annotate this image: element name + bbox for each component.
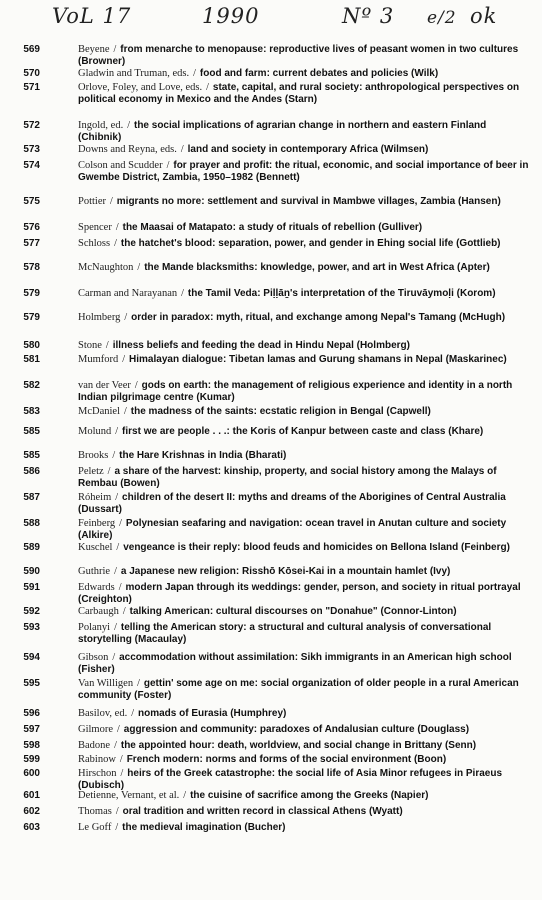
entry-text (0, 144, 542, 156)
entry-text (0, 806, 542, 818)
entry-number: 602 (23, 806, 40, 817)
entry-author: Le Goff (78, 822, 112, 833)
entry-separator: / (119, 518, 122, 529)
entry-author: Rabinow (78, 754, 116, 765)
entry-author: Hirschon (78, 768, 117, 779)
entry-text (0, 288, 542, 300)
entry-separator: / (193, 68, 196, 79)
list-item (0, 678, 542, 702)
list-item (0, 708, 542, 720)
entry-title: for prayer and profit: the ritual, economic, and social importance of beer in Gwembe District, Zambia, 1950–1982 (Bennett) (78, 160, 529, 183)
entry-author: Carbaugh (78, 606, 119, 617)
entry-separator: / (112, 652, 116, 663)
list-item (0, 312, 542, 324)
entry-text (0, 222, 542, 234)
entry-text (0, 754, 542, 766)
entry-number: 585 (23, 450, 40, 461)
entry-author: Edwards (78, 582, 115, 593)
entry-title: the madness of the saints: ecstatic religion in Bengal (Capwell) (130, 406, 431, 417)
list-item (0, 340, 542, 352)
list-item (0, 238, 542, 250)
entry-title: order in paradox: myth, ritual, and exchange among Nepal's Tamang (McHugh) (131, 312, 506, 323)
entry-text (0, 492, 542, 516)
list-item (0, 622, 542, 646)
entry-number: 581 (23, 354, 40, 365)
entry-number: 576 (23, 222, 40, 233)
entry-author: Kuschel (78, 542, 113, 553)
list-item (0, 426, 542, 438)
entry-separator: / (115, 806, 119, 817)
list-item (0, 354, 542, 366)
entry-text (0, 566, 542, 578)
entry-number: 579 (23, 312, 40, 323)
list-item (0, 754, 542, 766)
list-item (0, 542, 542, 554)
entry-author: Thomas (78, 806, 112, 817)
entry-title: the hatchet's blood: separation, power, and gender in Ehing social life (Gottlieb) (120, 238, 501, 249)
entry-title: telling the American story: a structural and cultural analysis of conversational storytelling (Macaulay) (78, 622, 492, 645)
entry-text (0, 790, 542, 802)
entry-title: heirs of the Greek catastrophe: the social life of Asia Minor refugees in Piraeus (Dubisch) (78, 768, 503, 791)
entry-separator: / (117, 724, 120, 735)
entry-separator: / (181, 288, 184, 299)
entry-number: 594 (23, 652, 40, 663)
entry-number: 603 (23, 822, 40, 833)
list-item (0, 582, 542, 606)
list-item (0, 466, 542, 490)
entry-number: 569 (23, 44, 40, 55)
entry-author: Orlove, Foley, and Love, eds. (78, 82, 203, 93)
entry-author: Holmberg (78, 312, 121, 323)
entry-title: Himalayan dialogue: Tibetan lamas and Gurung shamans in Nepal (Maskarinec) (129, 354, 507, 365)
entry-title: from menarche to menopause: reproductive lives of peasant women in two cultures (Browner) (78, 44, 519, 67)
list-item (0, 492, 542, 516)
list-item (0, 518, 542, 542)
entry-author: Stone (78, 340, 102, 351)
entry-text (0, 82, 542, 106)
entry-number: 598 (23, 740, 40, 751)
list-item (0, 790, 542, 802)
entry-number: 572 (23, 120, 40, 131)
entry-author: Carman and Narayanan (78, 288, 178, 299)
entry-author: Molund (78, 426, 112, 437)
entry-separator: / (115, 822, 119, 833)
list-item (0, 144, 542, 156)
entry-separator: / (118, 582, 122, 593)
entry-text (0, 606, 542, 618)
entry-text (0, 406, 542, 418)
entry-author: Gladwin and Truman, eds. (78, 68, 190, 79)
entry-author: Peletz (78, 466, 104, 477)
entry-text (0, 380, 542, 404)
entry-number: 570 (23, 68, 40, 79)
entry-text (0, 312, 542, 324)
entry-separator: / (206, 82, 209, 93)
entry-separator: / (110, 196, 113, 207)
entry-separator: / (137, 262, 141, 273)
entry-title: a share of the harvest: kinship, property, and social history among the Malays of Rembau (Bowen) (78, 466, 497, 489)
entry-title: the Hare Krishnas in India (Bharati) (119, 450, 287, 461)
entry-text (0, 708, 542, 720)
list-item (0, 606, 542, 618)
entry-number: 593 (23, 622, 40, 633)
entry-text (0, 582, 542, 606)
entry-number: 582 (23, 380, 40, 391)
entry-text (0, 466, 542, 490)
entry-title: oral tradition and written record in classical Athens (Wyatt) (122, 806, 403, 817)
entry-number: 590 (23, 566, 40, 577)
entry-separator: / (119, 754, 123, 765)
entry-separator: / (134, 380, 138, 391)
entry-author: Feinberg (78, 518, 116, 529)
entry-text (0, 354, 542, 366)
entry-title: French modern: norms and forms of the social environment (Boon) (126, 754, 447, 765)
entry-separator: / (127, 120, 130, 131)
entry-separator: / (122, 354, 126, 365)
entry-number: 597 (23, 724, 40, 735)
entry-text (0, 340, 542, 352)
entry-text (0, 238, 542, 250)
entry-title: illness beliefs and feeding the dead in Hindu Nepal (Holmberg) (112, 340, 410, 351)
entry-number: 575 (23, 196, 40, 207)
entry-number: 587 (23, 492, 40, 503)
entry-separator: / (114, 566, 117, 577)
entry-separator: / (120, 768, 124, 779)
entry-author: Brooks (78, 450, 109, 461)
entry-text (0, 542, 542, 554)
list-item (0, 724, 542, 736)
entry-title: the cuisine of sacrifice among the Greeks (Napier) (190, 790, 429, 801)
entry-text (0, 44, 542, 68)
entry-author: McDaniel (78, 406, 120, 417)
list-item (0, 450, 542, 462)
entry-separator: / (137, 678, 140, 689)
list-item (0, 768, 542, 792)
handwritten-year: 1990 (202, 4, 260, 28)
entry-author: Spencer (78, 222, 112, 233)
list-item (0, 652, 542, 676)
entry-author: Van Willigen (78, 678, 134, 689)
entry-author: Downs and Reyna, eds. (78, 144, 177, 155)
entry-separator: / (114, 740, 117, 751)
entry-text (0, 518, 542, 542)
entry-author: Basilov, ed. (78, 708, 128, 719)
entry-number: 586 (23, 466, 40, 477)
entry-text (0, 768, 542, 792)
entry-separator: / (183, 790, 187, 801)
entry-title: food and farm: current debates and policies (Wilk) (199, 68, 439, 79)
entry-title: gettin' some age on me: social organization of older people in a rural American community (Foster) (78, 678, 519, 701)
entry-separator: / (116, 542, 120, 553)
entry-number: 596 (23, 708, 40, 719)
entry-title: talking American: cultural discourses on "Donahue" (Connor-Linton) (129, 606, 457, 617)
entry-number: 588 (23, 518, 40, 529)
list-item (0, 566, 542, 578)
list-item (0, 262, 542, 274)
entry-separator: / (115, 492, 119, 503)
list-item (0, 196, 542, 208)
entry-text (0, 68, 542, 80)
entry-title: the appointed hour: death, worldview, and social change in Brittany (Senn) (120, 740, 477, 751)
list-item (0, 380, 542, 404)
entry-text (0, 120, 542, 144)
entry-title: first we are people . . .: the Koris of Kanpur between caste and class (Khare) (122, 426, 484, 437)
entry-separator: / (124, 312, 128, 323)
entry-text (0, 822, 542, 834)
list-item (0, 44, 542, 68)
entry-number: 585 (23, 426, 40, 437)
entry-author: Gilmore (78, 724, 113, 735)
list-item (0, 120, 542, 144)
entry-text (0, 678, 542, 702)
handwritten-ok: ok (470, 4, 498, 28)
entry-separator: / (114, 238, 117, 249)
entry-author: Colson and Scudder (78, 160, 163, 171)
entry-number: 580 (23, 340, 40, 351)
entry-author: Pottier (78, 196, 106, 207)
list-item (0, 160, 542, 184)
entry-title: land and society in contemporary Africa (Wilmsen) (187, 144, 429, 155)
entry-separator: / (180, 144, 184, 155)
entry-title: modern Japan through its weddings: gender, person, and society in ritual portrayal (Creighton) (78, 582, 521, 605)
entry-text (0, 426, 542, 438)
entry-title: children of the desert II: myths and dreams of the Aborigines of Central Australia (Dussart) (78, 492, 506, 515)
list-item (0, 68, 542, 80)
list-item (0, 822, 542, 834)
handwritten-mark: e/2 (427, 8, 457, 28)
entry-title: the medieval imagination (Bucher) (122, 822, 286, 833)
entry-text (0, 652, 542, 676)
entry-separator: / (107, 466, 111, 477)
handwritten-number: Nº 3 (342, 4, 395, 28)
entry-text (0, 450, 542, 462)
entry-author: Guthrie (78, 566, 111, 577)
entry-text (0, 196, 542, 208)
handwritten-volume: VoL 17 (52, 4, 132, 28)
entry-title: the Tamil Veda: Piḷḷāṉ's interpretation of the Tiruvāymoḷi (Korom) (187, 288, 496, 299)
entry-number: 589 (23, 542, 40, 553)
entry-number: 595 (23, 678, 40, 689)
entry-number: 578 (23, 262, 40, 273)
entry-title: the Maasai of Matapato: a study of rituals of rebellion (Gulliver) (122, 222, 423, 233)
entry-title: Polynesian seafaring and navigation: ocean travel in Anutan culture and society (Alkire) (78, 518, 507, 541)
entry-title: vengeance is their reply: blood feuds and homicides on Bellona Island (Feinberg) (123, 542, 510, 553)
entry-text (0, 724, 542, 736)
entry-title: the social implications of agrarian change in northern and eastern Finland (Chibnik) (78, 120, 487, 143)
entry-author: van der Veer (78, 380, 131, 391)
entry-number: 573 (23, 144, 40, 155)
entry-separator: / (166, 160, 170, 171)
list-item (0, 806, 542, 818)
entry-title: nomads of Eurasia (Humphrey) (137, 708, 287, 719)
handwritten-annotation (52, 4, 522, 36)
entry-title: migrants no more: settlement and survival in Mambwe villages, Zambia (Hansen) (116, 196, 501, 207)
entry-number: 599 (23, 754, 40, 765)
entry-text (0, 262, 542, 274)
entry-separator: / (113, 44, 117, 55)
entry-title: a Japanese new religion: Risshō Kōsei-Kai in a mountain hamlet (Ivy) (120, 566, 451, 577)
entry-number: 583 (23, 406, 40, 417)
entry-author: Detienne, Vernant, et al. (78, 790, 180, 801)
entry-separator: / (112, 450, 116, 461)
entry-separator: / (124, 406, 127, 417)
list-item (0, 406, 542, 418)
entry-author: Badone (78, 740, 111, 751)
entry-number: 591 (23, 582, 40, 593)
entry-title: gods on earth: the management of religious experience and identity in a north Indian pilgrimage centre (Kumar) (78, 380, 513, 403)
entry-text (0, 160, 542, 184)
entry-author: Polanyi (78, 622, 111, 633)
entry-number: 592 (23, 606, 40, 617)
entry-separator: / (105, 340, 109, 351)
entry-number: 574 (23, 160, 40, 171)
entry-separator: / (114, 622, 117, 633)
entry-separator: / (122, 606, 126, 617)
entry-author: Róheim (78, 492, 112, 503)
entry-number: 600 (23, 768, 40, 779)
entry-author: Ingold, ed. (78, 120, 124, 131)
entry-separator: / (115, 222, 119, 233)
entry-text (0, 740, 542, 752)
list-item (0, 222, 542, 234)
entry-text (0, 622, 542, 646)
entry-author: Mumford (78, 354, 119, 365)
entry-author: Beyene (78, 44, 110, 55)
entry-number: 579 (23, 288, 40, 299)
entry-author: Gibson (78, 652, 109, 663)
entry-title: aggression and community: paradoxes of Andalusian culture (Douglass) (123, 724, 470, 735)
entry-title: state, capital, and rural society: anthropological perspectives on political economy in Mexico and the Andes (Starn) (78, 82, 520, 105)
entry-title: accommodation without assimilation: Sikh immigrants in an American high school (Fisher) (78, 652, 512, 675)
list-item (0, 82, 542, 106)
entry-separator: / (131, 708, 134, 719)
list-item (0, 288, 542, 300)
entry-title: the Mande blacksmiths: knowledge, power, and art in West Africa (Apter) (144, 262, 490, 273)
entry-number: 601 (23, 790, 40, 801)
entry-number: 577 (23, 238, 40, 249)
entry-separator: / (115, 426, 119, 437)
entry-number: 571 (23, 82, 40, 93)
entry-author: McNaughton (78, 262, 134, 273)
entry-author: Schloss (78, 238, 111, 249)
list-item (0, 740, 542, 752)
